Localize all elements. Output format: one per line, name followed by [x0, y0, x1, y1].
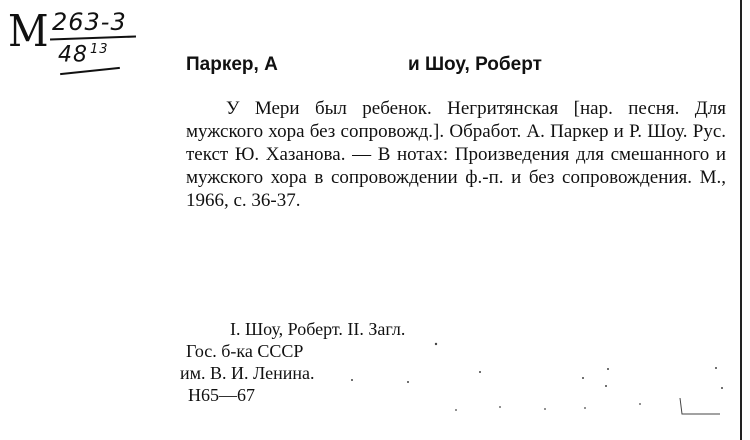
shelfmark-bottom-number	[58, 42, 109, 67]
shelfmark-underline	[60, 67, 120, 75]
handwritten-shelfmark	[6, 4, 146, 76]
shelfmark-letter: М	[8, 6, 50, 57]
card-notes	[180, 318, 586, 406]
author-primary: Паркер, А	[186, 54, 278, 75]
card-edge	[740, 0, 742, 440]
bibliographic-description	[186, 97, 726, 212]
library-line-2: им. В. И. Ленина.	[180, 363, 315, 383]
author-secondary: и Шоу, Роберт	[408, 54, 542, 75]
shelfmark-divider	[50, 35, 136, 40]
shelfmark-top-number: 263-3	[52, 8, 127, 36]
shelfmark-bottom-main: 48	[58, 42, 88, 68]
tracing-note: I. Шоу, Роберт. II. Загл.	[230, 319, 406, 339]
order-number: Н65—67	[188, 385, 255, 405]
library-line-1: Гос. б-ка СССР	[186, 341, 304, 361]
shelfmark-bottom-sup: 13	[90, 42, 109, 57]
description-text: У Мери был ребенок. Негритянская [нар. песня. Для мужского хора без сопровожд.]. Обработ. А. Паркер и Р. Шоу. Рус. текст Ю. Хазанова. — В нотах: Произведения для смешанного и мужского хора в сопровождении ф.-п. и без сопровождения. М., 1966, с. 36-37.	[186, 98, 726, 211]
